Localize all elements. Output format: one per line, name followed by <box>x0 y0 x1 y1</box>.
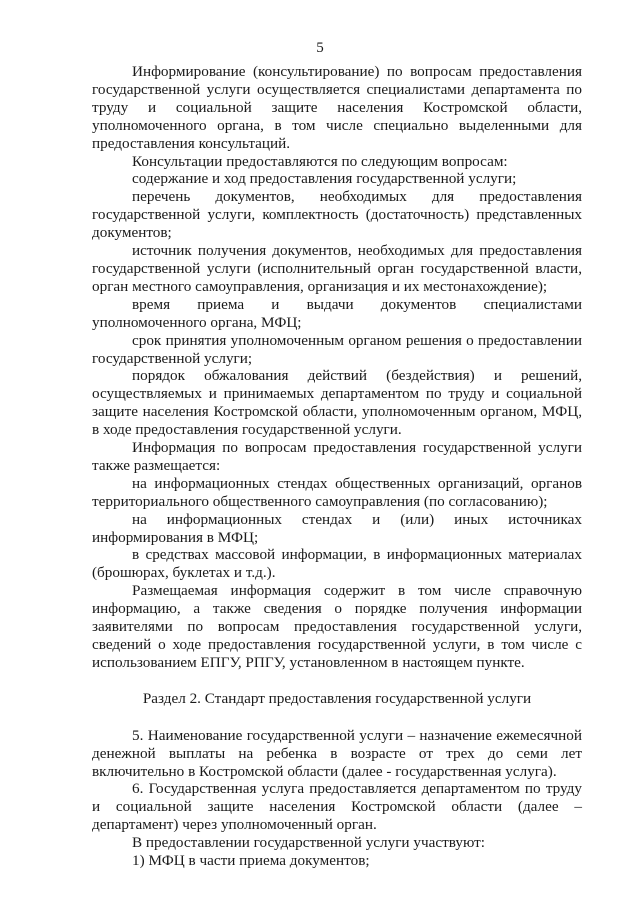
list-item: срок принятия уполномоченным органом решения о предоставлении государственной услуги; <box>92 331 582 367</box>
paragraph: В предоставлении государственной услуги участвуют: <box>132 834 485 852</box>
section-heading: Раздел 2. Стандарт предоставления государственной услуги <box>142 689 532 707</box>
paragraph: Информирование (консультирование) по вопросам предоставления государственной услуги осуществляется специалистами департамента по труду и социальной защите населения Костромской области, уполномоченного органа, в том числе специально выделенными для предоставления консультаций. <box>92 63 582 152</box>
list-item: содержание и ход предоставления государственной услуги; <box>132 170 517 188</box>
list-item: на информационных стендах общественных организаций, органов территориального общественного самоуправления (по согласованию); <box>92 474 582 510</box>
list-item: источник получения документов, необходимых для предоставления государственной услуги (исполнительный орган государственной власти, орган местного самоуправления, организация и их местонахождение); <box>92 242 582 295</box>
paragraph: Консультации предоставляются по следующим вопросам: <box>132 152 508 170</box>
list-item: перечень документов, необходимых для предоставления государственной услуги, комплектность (достаточность) представленных документов; <box>92 188 582 242</box>
list-item: на информационных стендах и (или) иных источниках информирования в МФЦ; <box>92 510 582 546</box>
paragraph: Размещаемая информация содержит в том числе справочную информацию, а также сведения о порядке получения информации заявителями по вопросам предоставления государственной услуги, сведений о ходе предоставления государственной услуги, в том числе с использованием ЕПГУ, РПГУ, установленном в настоящем пункте. <box>92 582 582 671</box>
list-item: 1) МФЦ в части приема документов; <box>132 852 370 870</box>
paragraph: Информация по вопросам предоставления государственной услуги также размещается: <box>92 439 582 474</box>
paragraph: 5. Наименование государственной услуги – назначение ежемесячной денежной выплаты на ребенка в возрасте от трех до семи лет включительно в Костромской области (далее - государственная услуга). <box>92 726 582 780</box>
list-item: в средствах массовой информации, в информационных материалах (брошюрах, буклетах и т.д.). <box>92 546 582 582</box>
list-item: время приема и выдачи документов специалистами уполномоченного органа, МФЦ; <box>92 295 582 331</box>
list-item: порядок обжалования действий (бездействия) и решений, осуществляемых и принимаемых департаментом по труду и социальной защите населения Костромской области, уполномоченным органом, МФЦ, в ходе предоставления государственной услуги. <box>92 367 582 439</box>
paragraph: 6. Государственная услуга предоставляется департаментом по труду и социальной защите населения Костромской области (далее – департамент) через уполномоченный орган. <box>92 780 582 834</box>
document-body <box>92 63 582 870</box>
page-number: 5 <box>316 40 324 56</box>
